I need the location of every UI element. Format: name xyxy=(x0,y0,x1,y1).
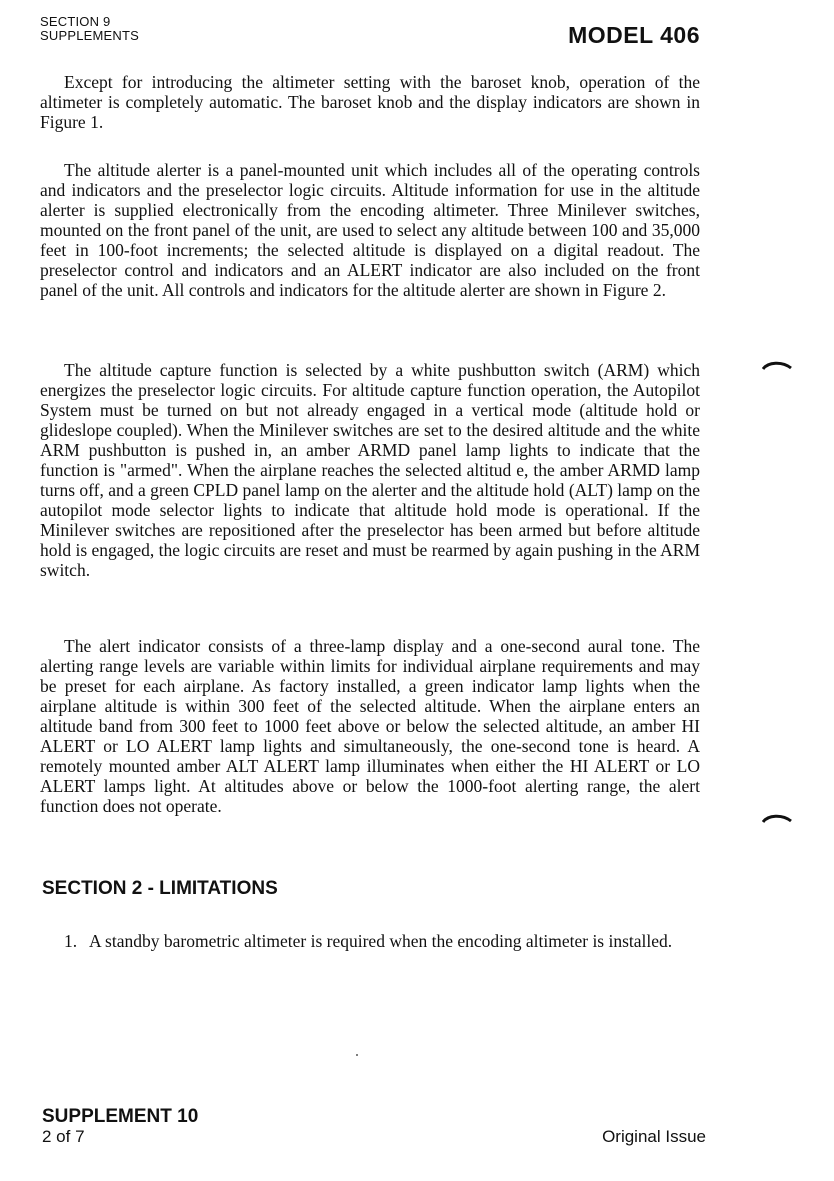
supplement-label: SUPPLEMENT 10 xyxy=(42,1106,199,1127)
revision-bar-mark xyxy=(762,360,792,370)
paragraph-text: The altitude alerter is a panel-mounted unit which includes all of the operating controls and indicators and the preselector logic circuits. Altitude information for use in the altitude alerter is supplied electronically from the encoding altimeter. Three Minilever switches, mounted on the front panel of the unit, are used to select any altitude between 100 and 35,000 feet in 100-foot increments; the selected altitude is displayed on a digital readout. The preselector control and indicators and an ALERT indicator are also included on the front panel of the unit. All controls and indicators for the altitude alerter are shown in Figure 2. xyxy=(40,160,700,300)
section-name: SUPPLEMENTS xyxy=(40,28,140,43)
paragraph-alert-indicator xyxy=(40,636,700,816)
list-item-number: 1. xyxy=(64,931,78,951)
footer-left xyxy=(42,1106,198,1146)
section-header xyxy=(40,15,139,43)
page-number: 2 of 7 xyxy=(42,1127,85,1146)
paragraph-text: The altitude capture function is selected by a white pushbutton switch (ARM) which energizes the preselector logic circuits. For altitude capture function operation, the Autopilot System must be turned on but not already engaged in a vertical mode (altitude hold or glideslope coupled). When the Minilever switches are set to the desired altitude and the white ARM pushbutton is pushed in, an amber ARMD panel lamp lights to indicate that the function is "armed". When the airplane reaches the selected altitud e, the amber ARMD lamp turns off, and a green CPLD panel lamp on the alerter and the altitude hold (ALT) lamp on the autopilot mode selector lights to indicate that altitude hold mode is operational. If the Minilever switches are repositioned after the preselector has been armed but before altitude hold is engaged, the logic circuits are reset and must be rearmed by again pushing in the ARM switch. xyxy=(40,360,700,580)
paragraph-altimeter-operation xyxy=(40,72,700,132)
model-title: MODEL 406 xyxy=(568,22,700,48)
paragraph-text: Except for introducing the altimeter setting with the baroset knob, operation of the altimeter is completely automatic. The baroset knob and the display indicators are shown in Figure 1. xyxy=(40,72,700,132)
paragraph-altitude-alerter xyxy=(40,160,700,300)
issue-label: Original Issue xyxy=(602,1127,706,1146)
section-heading: SECTION 2 - LIMITATIONS xyxy=(42,878,278,899)
scan-speck xyxy=(356,1054,358,1056)
paragraph-text: The alert indicator consists of a three-lamp display and a one-second aural tone. The alerting range levels are variable within limits for individual airplane requirements and may be preset for each airplane. As factory installed, a green indicator lamp lights when the airplane altitude is within 300 feet of the selected altitude. When the airplane enters an altitude band from 300 feet to 1000 feet above or below the selected altitude, an amber HI ALERT or LO ALERT lamp lights and simultaneously, the one-second tone is heard. A remotely mounted amber ALT ALERT lamp illuminates when either the HI ALERT or LO ALERT lamps light. At altitudes above or below the 1000-foot alerting range, the alert function does not operate. xyxy=(40,636,700,816)
list-item-text: A standby barometric altimeter is required when the encoding altimeter is installed. xyxy=(89,931,673,951)
paragraph-altitude-capture xyxy=(40,360,700,580)
revision-bar-mark xyxy=(762,813,792,823)
list-item xyxy=(64,931,704,951)
section-number: SECTION 9 xyxy=(40,14,111,29)
